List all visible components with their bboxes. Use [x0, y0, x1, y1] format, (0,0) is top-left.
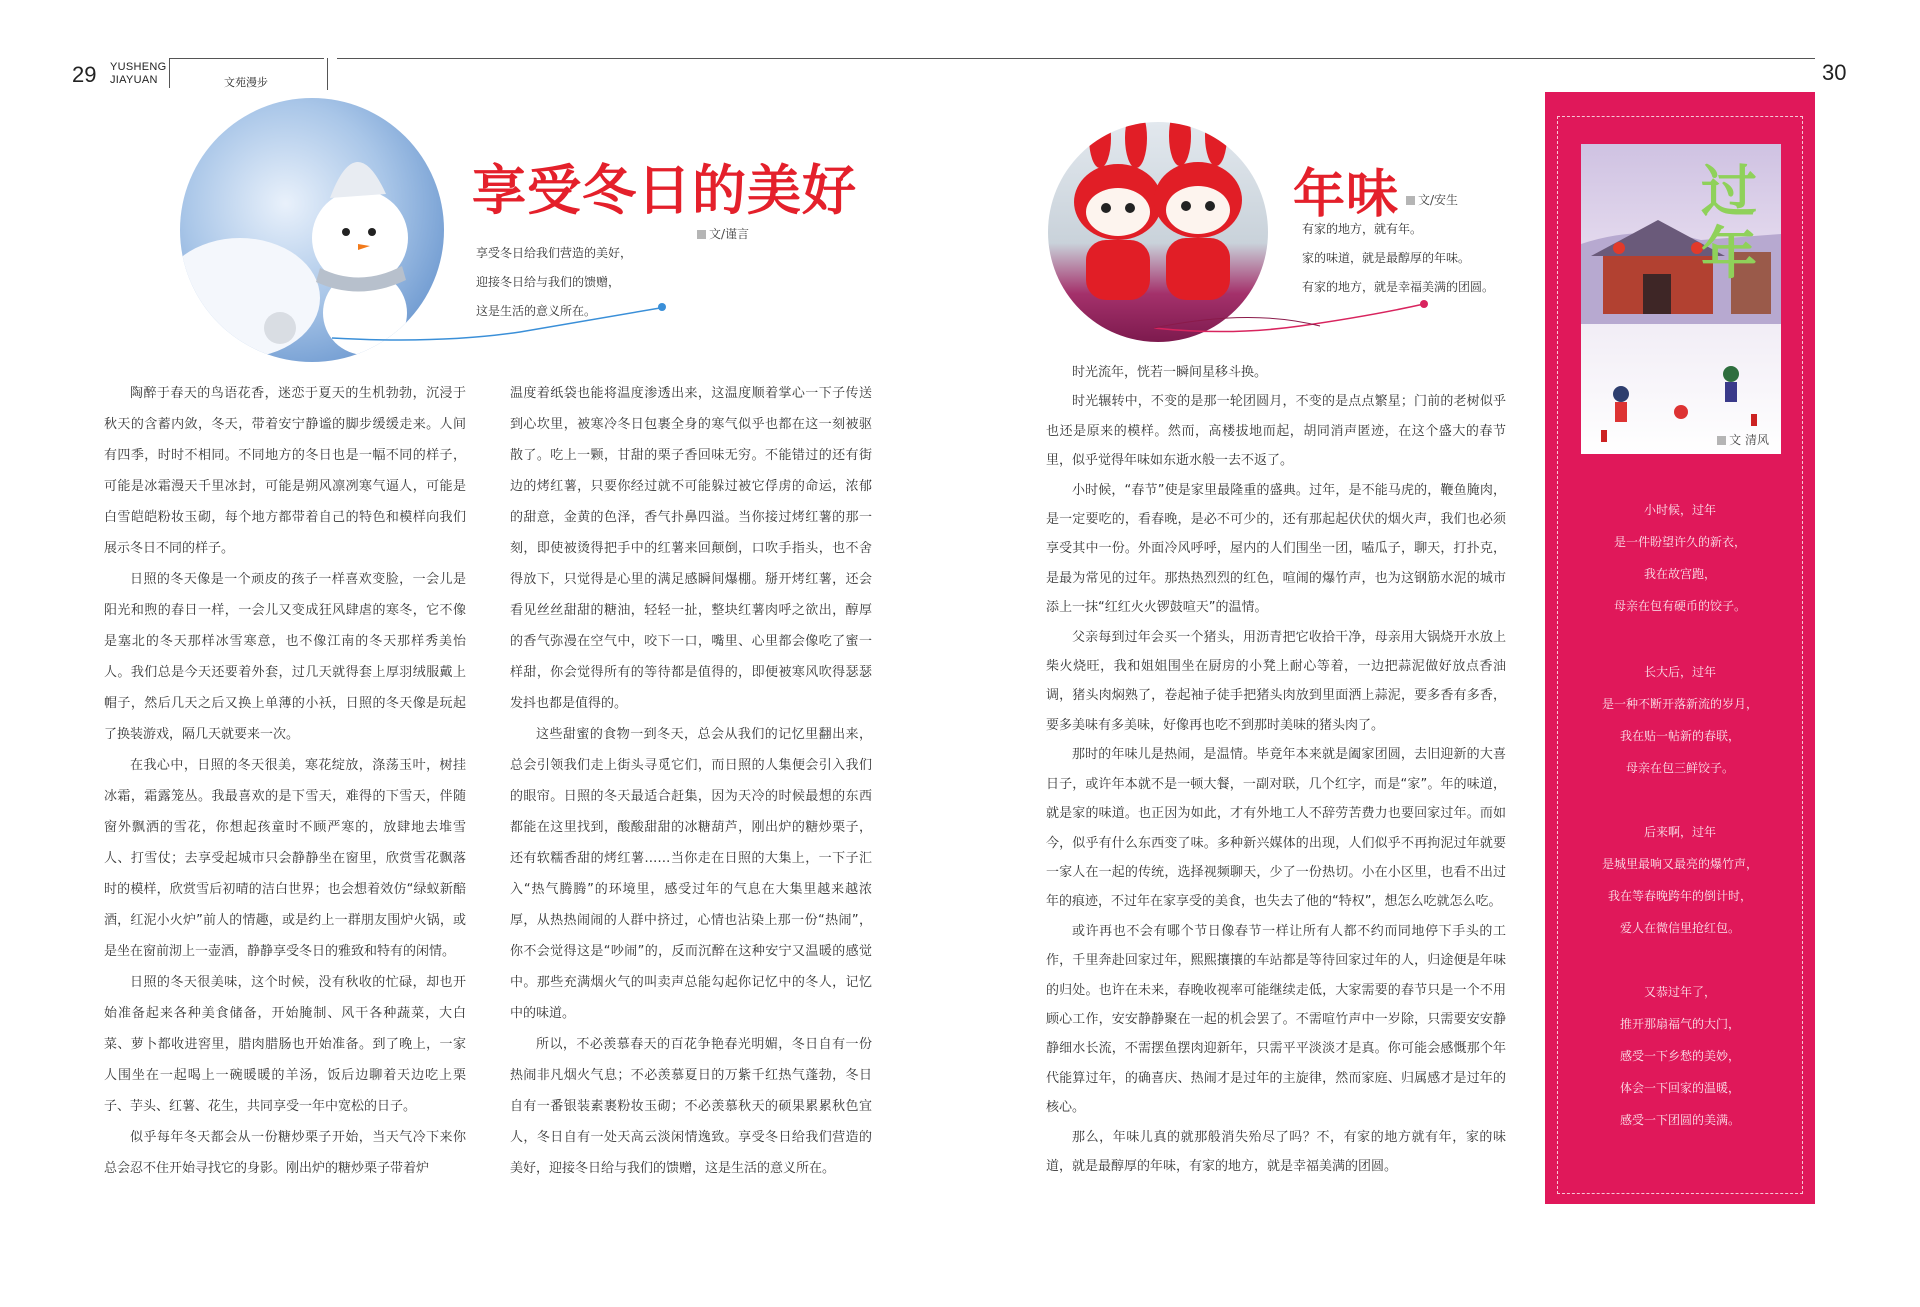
article-intro [476, 239, 632, 326]
poem-line: 是一件盼望许久的新衣， [1613, 535, 1746, 549]
byline-text: 文 清风 [1729, 433, 1769, 447]
poem-line: 是一种不断开落新流的岁月， [1601, 697, 1758, 711]
article-column [1046, 358, 1506, 1181]
body-paragraph: 在我心中，日照的冬天很美，寒花绽放，涤荡玉叶，树挂冰霜，霜露笼丛。我最喜欢的是下雪天，难得的下雪天，伴随窗外飘洒的雪花，你想起孩童时不顾严寒的，放肆地去堆雪人、打雪仗；去享受起城市只会静静坐在窗里，欣赏雪花飘落时的模样，欣赏雪后初晴的洁白世界；也会想着效仿“绿蚁新醅酒，红泥小火炉”前人的情趣，或是约上一群朋友围炉火锅，或是坐在窗前沏上一壶酒，静静享受冬日的雅致和特有的闲情。 [104, 758, 466, 959]
body-paragraph: 那时的年味儿是热闹，是温情。毕竟年本来就是阖家团圆，去旧迎新的大喜日子，或许年本就不是一顿大餐，一副对联，几个红字，而是“家”。年的味道，就是家的味道。也正因为如此，才有外地工人不辞劳苦费力也要回家过年。而如今，似乎有什么东西变了味。多种新兴媒体的出现，人们似乎不再拘泥过年就要一家人在一起的传统，选择视频聊天，少了一份热切。小在小区里，也看不出过年的痕迹，不过年在家享受的美食，也失去了他的“特权”，想怎么吃就怎么吃。 [1046, 747, 1506, 910]
logo-line-2: JIAYUAN [110, 74, 158, 86]
sidebar-byline [1717, 431, 1769, 448]
body-paragraph: 温度着纸袋也能将温度渗透出来，这温度顺着掌心一下子传送到心坎里，被寒冷冬日包裹全身的寒气似乎也都在这一刻被驱散了。吃上一颗，甘甜的栗子香回味无穷。不能错过的还有街边的烤红薯，只要你经过就不可能躲过被它俘虏的命运，浓郁的甜意，金黄的色泽，香气扑鼻四溢。当你接过烤红薯的那一刻，即使被烫得把手中的红薯来回颠倒，口吹手指头，也不舍得放下，只觉得是心里的满足感瞬间爆棚。掰开烤红薯，还会看见丝丝甜甜的糖油，轻轻一扯，整块红薯肉呼之欲出，醇厚的香气弥漫在空气中，咬下一口，嘴里、心里都会像吃了蜜一样甜，你会觉得所有的等待都是值得的，即便被寒风吹得瑟瑟发抖也都是值得的。 [510, 386, 872, 711]
poem-line: 感受一下乡愁的美妙， [1619, 1049, 1740, 1063]
poem-stanza [1545, 494, 1815, 622]
article-title: 年味 [1293, 165, 1400, 225]
body-paragraph: 那么，年味儿真的就那般消失殆尽了吗？不，有家的地方就有年，家的味道，就是最醇厚的年味，有家的地方，就是幸福美满的团圆。 [1046, 1129, 1506, 1174]
intro-line: 家的味道，就是最醇厚的年味。 [1302, 251, 1471, 265]
magazine-logo [110, 61, 167, 87]
poem-line: 后来啊，过年 [1643, 825, 1716, 839]
byline-marker [1406, 196, 1415, 205]
poem-line: 推开那扇福气的大门， [1619, 1017, 1740, 1031]
byline-marker [1717, 436, 1726, 445]
poem-line: 长大后，过年 [1643, 665, 1716, 679]
sidebar-poem-panel [1545, 92, 1815, 1204]
poem-line: 是城里最响又最亮的爆竹声， [1601, 857, 1758, 871]
new-year-illustration [1581, 144, 1781, 454]
body-paragraph: 时光辗转中，不变的是那一轮团圆月，不变的是点点繁星；门前的老树似乎也还是原来的模样。然而，高楼拔地而起，胡同消声匿迹，在这个盛大的春节里，似乎觉得年味如东逝水般一去不返了。 [1046, 394, 1506, 469]
poem-stanza [1545, 656, 1815, 784]
body-paragraph: 小时候，“春节”使是家里最隆重的盛典。过年，是不能马虎的，鞭鱼腌肉，是一定要吃的，看春晚，是必不可少的，还有那起起伏伏的烟火声，我们也必须享受其中一份。外面冷风呼呼，屋内的人们围坐一团，嗑瓜子，聊天，打扑克，是最为常见的过年。那热热烈烈的红色，喧闹的爆竹声，也为这钢筋水泥的城市添上一抹“红红火火锣鼓喧天”的温情。 [1046, 482, 1506, 616]
intro-line: 有家的地方，就有年。 [1302, 222, 1423, 236]
body-paragraph: 这些甜蜜的食物一到冬天，总会从我们的记忆里翻出来，总会引领我们走上街头寻觅它们，而日照的人集便会引入我们的眼帘。日照的冬天最适合赶集，因为天冷的时候最想的东西都能在这里找到，酸酸甜甜的冰糖葫芦，刚出炉的糖炒栗子，还有软糯香甜的烤红薯……当你走在日照的大集上，一下子汇入“热气腾腾”的环境里，感受过年的气息在大集里越来越浓厚，从热热闹闹的人群中挤过，心情也沾染上那一份“热闹”，你不会觉得这是“吵闹”的，反而沉醉在这种安宁又温暖的感觉中。那些充满烟火气的叫卖声总能勾起你记忆中的冬人，记忆中的味道。 [510, 727, 872, 1021]
poem-line: 我在贴一帖新的春联， [1619, 729, 1740, 743]
body-paragraph: 日照的冬天很美味，这个时候，没有秋收的忙碌，却也开始准备起来各种美食储备，开始腌制、风干各种蔬菜，大白菜、萝卜都收进窖里，腊肉腊肠也开始准备。到了晚上，一家人围坐在一起喝上一碗暖暖的羊汤，饭后边聊着天边吃上栗子、芋头、红薯、花生，共同享受一年中宽松的日子。 [104, 975, 466, 1114]
poem-line: 又恭过年了， [1643, 985, 1716, 999]
article-column [510, 378, 872, 1184]
logo-line-1: YUSHENG [110, 61, 167, 73]
header-rule-left [170, 58, 324, 59]
decorative-wave [1150, 296, 1430, 338]
body-paragraph: 父亲每到过年会买一个猪头，用沥青把它收拾干净，母亲用大锅烧开水放上柴火烧旺，我和姐姐围坐在厨房的小凳上耐心等着，一边把蒜泥做好放点香油调，猪头肉焖熟了，卷起袖子徒手把猪头肉放到里面洒上蒜泥，要多香有多香，要多美味有多美味，好像再也吃不到那时美味的猪头肉了。 [1046, 629, 1506, 733]
poem-line: 我在故宫跑， [1643, 567, 1716, 581]
article-column [104, 378, 466, 1184]
article-title: 享受冬日的美好 [472, 159, 857, 222]
intro-line: 这是生活的意义所在。 [476, 304, 597, 318]
section-name: 文苑漫步 [224, 76, 268, 89]
byline-text: 文/谨言 [709, 227, 750, 241]
poem-line: 小时候，过年 [1643, 503, 1716, 517]
header-divider [327, 58, 328, 90]
poem-line: 母亲在包三鲜饺子。 [1625, 761, 1734, 775]
poem-line: 我在等春晚跨年的倒计时， [1607, 889, 1752, 903]
right-page-number: 30 [1822, 60, 1847, 85]
poem-stanza [1545, 976, 1815, 1136]
header-rule-right [337, 58, 1815, 59]
article-byline [1406, 191, 1458, 208]
poem-line: 爱人在微信里抢红包。 [1619, 921, 1740, 935]
body-paragraph: 似乎每年冬天都会从一份糖炒栗子开始，当天气冷下来你总会忍不住开始寻找它的身影。刚出炉的糖炒栗子带着炉 [104, 1130, 466, 1176]
sidebar-title: 过年 [1701, 160, 1757, 287]
byline-text: 文/安生 [1418, 193, 1459, 207]
intro-line: 迎接冬日给与我们的馈赠， [476, 275, 621, 289]
article-byline [697, 225, 749, 242]
body-paragraph: 时光流年，恍若一瞬间星移斗换。 [1072, 365, 1268, 380]
header-divider [169, 58, 170, 88]
byline-marker [697, 230, 706, 239]
left-page-number: 29 [72, 62, 97, 87]
poem-line: 母亲在包有硬币的饺子。 [1613, 599, 1746, 613]
body-paragraph: 或许再也不会有哪个节日像春节一样让所有人都不约而同地停下手头的工作，千里奔赴回家过年，熙熙攘攘的车站都是等待回家过年的人，归途便是年味的归处。也许在未来，春晚收视率可能继续走低，大家需要的春节只是一个不用顾心工作，安安静静聚在一起的机会罢了。不需喧竹声中一岁除，只需要安安静静细水长流，不需摆鱼摆肉迎新年，只需平平淡淡才是真。你可能会感慨那个年代能算过年，的确喜庆、热闹才是过年的主旋律，然而家庭、归属感才是过年的核心。 [1046, 923, 1506, 1116]
article-intro [1302, 215, 1494, 302]
intro-line: 有家的地方，就是幸福美满的团圆。 [1302, 280, 1495, 294]
poem-line: 感受一下团圆的美满。 [1619, 1113, 1740, 1127]
poem-stanza [1545, 816, 1815, 944]
intro-line: 享受冬日给我们营造的美好， [476, 246, 633, 260]
body-paragraph: 所以，不必羡慕春天的百花争艳春光明媚，冬日自有一份热闹非凡烟火气息；不必羡慕夏日的万紫千红热气蓬勃，冬日自有一番银装素裹粉妆玉砌；不必羡慕秋天的硕果累累秋色宜人，冬日自有一处天高云淡闲情逸致。享受冬日给我们营造的美好，迎接冬日给与我们的馈赠，这是生活的意义所在。 [510, 1037, 872, 1176]
body-paragraph: 日照的冬天像是一个顽皮的孩子一样喜欢变脸，一会儿是阳光和煦的春日一样，一会儿又变成狂风肆虐的寒冬，它不像是塞北的冬天那样冰雪寒意，也不像江南的冬天那样秀美怡人。我们总是今天还要着外套，过几天就得套上厚羽绒服戴上帽子，然后几天之后又换上单薄的小袄，日照的冬天像是玩起了换装游戏，隔几天就要来一次。 [104, 572, 466, 742]
body-paragraph: 陶醉于春天的鸟语花香，迷恋于夏天的生机勃勃，沉浸于秋天的含蓄内敛，冬天，带着安宁静谧的脚步缓缓走来。人间有四季，时时不相同。不同地方的冬日也是一幅不同的样子，可能是冰霜漫天千里冰封，可能是朔风凛冽寒气逼人，可能是白雪皑皑粉妆玉砌，每个地方都带着自己的特色和模样向我们展示冬日不同的样子。 [104, 386, 466, 556]
poem-line: 体会一下回家的温暖， [1619, 1081, 1740, 1095]
